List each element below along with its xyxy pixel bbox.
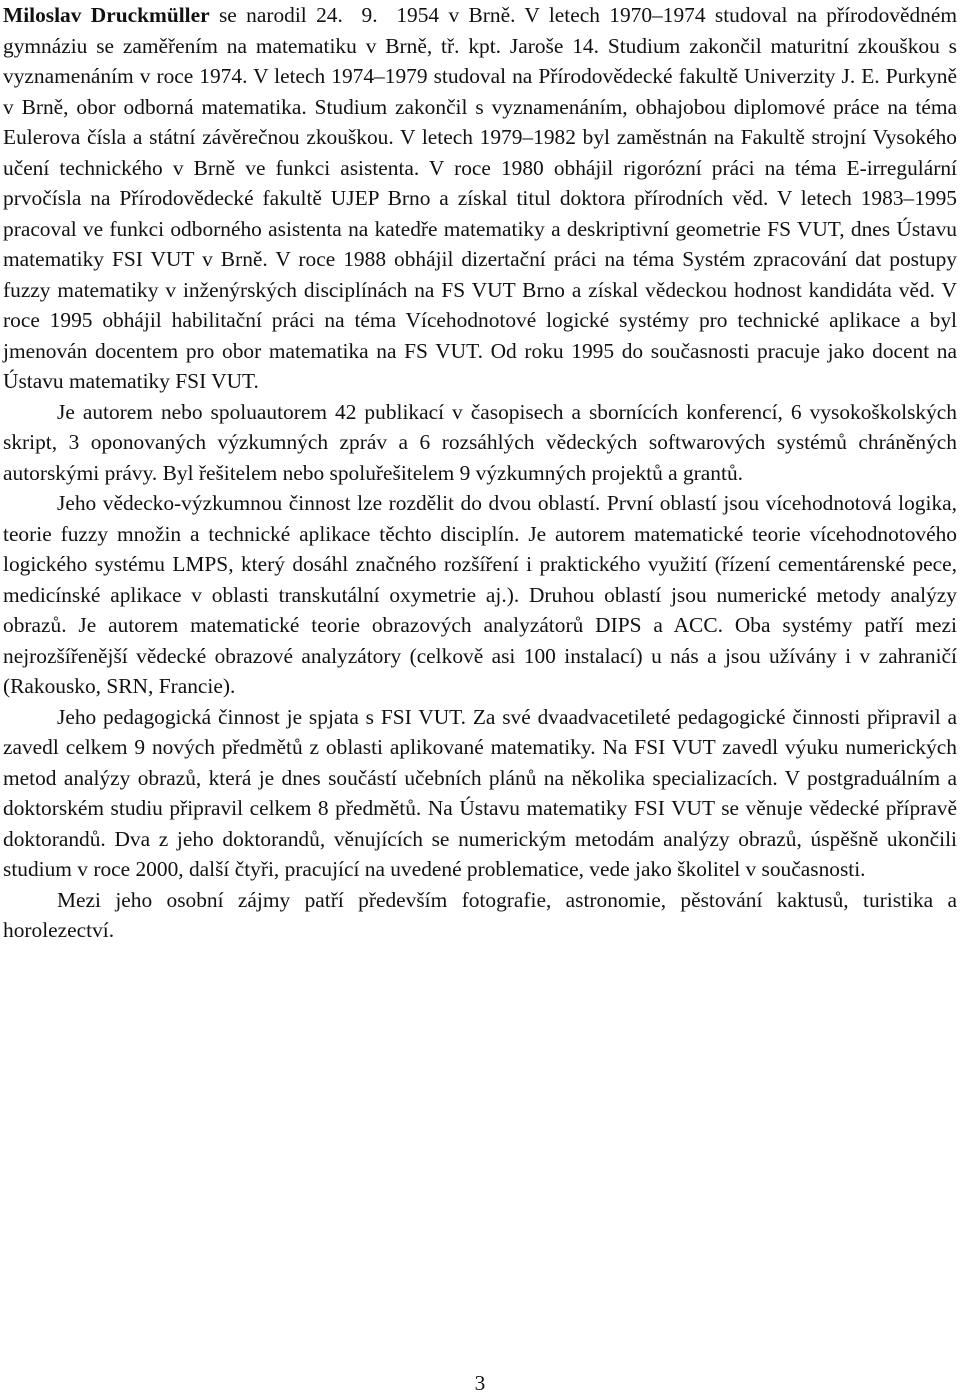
paragraph-research: Jeho vědecko-výzkumnou činnost lze rozdělit do dvou oblastí. První oblastí jsou vícehodnotová logika, teorie fuzzy množin a technické aplikace těchto disciplín. Je autorem matematické teorie vícehodnotového logického systému LMPS, který dosáhl značného rozšíření i praktického využití (řízení cementárenské pece, medicínské aplikace v oblasti transkutální oxymetrie aj.). Druhou oblastí jsou numerické metody analýzy obrazů. Je autorem matematické teorie obrazových analyzátorů DIPS a ACC. Oba systémy patří mezi nejrozšířenější vědecké obrazové analyzátory (celkově asi 100 instalací) u nás a jsou užívány i v zahraničí (Rakousko, SRN, Francie). [3,491,957,698]
paragraph-text: se narodil 24. 9. 1954 v Brně. V letech 1970–1974 studoval na přírodovědném gymnáziu se zaměřením na matematiku v Brně, tř. kpt. Jaroše 14. Studium zakončil maturitní zkouškou s vyznamenáním v roce 1974. V letech 1974–1979 studoval na Přírodovědecké fakultě Univerzity J. E. Purkyně v Brně, obor odborná matematika. Studium zakončil s vyznamenáním, obhajobou diplomové práce na téma Eulerova čísla a státní závěrečnou zkouškou. V letech 1979–1982 byl zaměstnán na Fakultě strojní Vysokého učení technického v Brně ve funkci asistenta. V roce 1980 obhájil rigorózní práci na téma E-irregulární prvočísla na Přírodovědecké fakultě UJEP Brno a získal titul doktora přírodních věd. V letech 1983–1995 pracoval ve funkci odborného asistenta na katedře matematiky a deskriptivní geometrie FS VUT, dnes Ústavu matematiky FSI VUT v Brně. V roce 1988 obhájil dizertační práci na téma Systém zpracování dat postupy fuzzy matematiky v inženýrských disciplínách na FS VUT Brno a získal vědeckou hodnost kandidáta věd. V roce 1995 obhájil habilitační práci na téma Vícehodnotové logické systémy pro technické aplikace a byl jmenován docentem pro obor matematika na FS VUT. Od roku 1995 do současnosti pracuje jako docent na Ústavu matematiky FSI VUT. [3,3,957,393]
paragraph-teaching: Jeho pedagogická činnost je spjata s FSI VUT. Za své dvaadvacetileté pedagogické činnosti připravil a zavedl celkem 9 nových předmětů z oblasti aplikované matematiky. Na FSI VUT zavedl výuku numerických metod analýzy obrazů, která je dnes součástí učebních plánů na několika specializacích. V postgraduálním a doktorském studiu připravil celkem 8 předmětů. Na Ústavu matematiky FSI VUT se věnuje vědecké přípravě doktorandů. Dva z jeho doktorandů, věnujících se numerickým metodám analýzy obrazů, úspěšně ukončili studium v roce 2000, další čtyři, pracující na uvedené problematice, vede jako školitel v současnosti. [3,704,957,881]
paragraph-interests: Mezi jeho osobní zájmy patří především fotografie, astronomie, pěstování kaktusů, turistika a horolezectví. [3,887,957,942]
document-body [3,0,957,946]
page-number: 3 [474,1371,486,1395]
paragraph-publications: Je autorem nebo spoluautorem 42 publikací v časopisech a sbornících konferencí, 6 vysokoškolských skript, 3 oponovaných výzkumných zpráv a 6 rozsáhlých vědeckých softwarových systémů chráněných autorskými právy. Byl řešitelem nebo spoluřešitelem 9 výzkumných projektů a grantů. [3,399,957,485]
person-name: Miloslav Druckmüller [3,3,210,27]
paragraph-biography [3,0,957,397]
